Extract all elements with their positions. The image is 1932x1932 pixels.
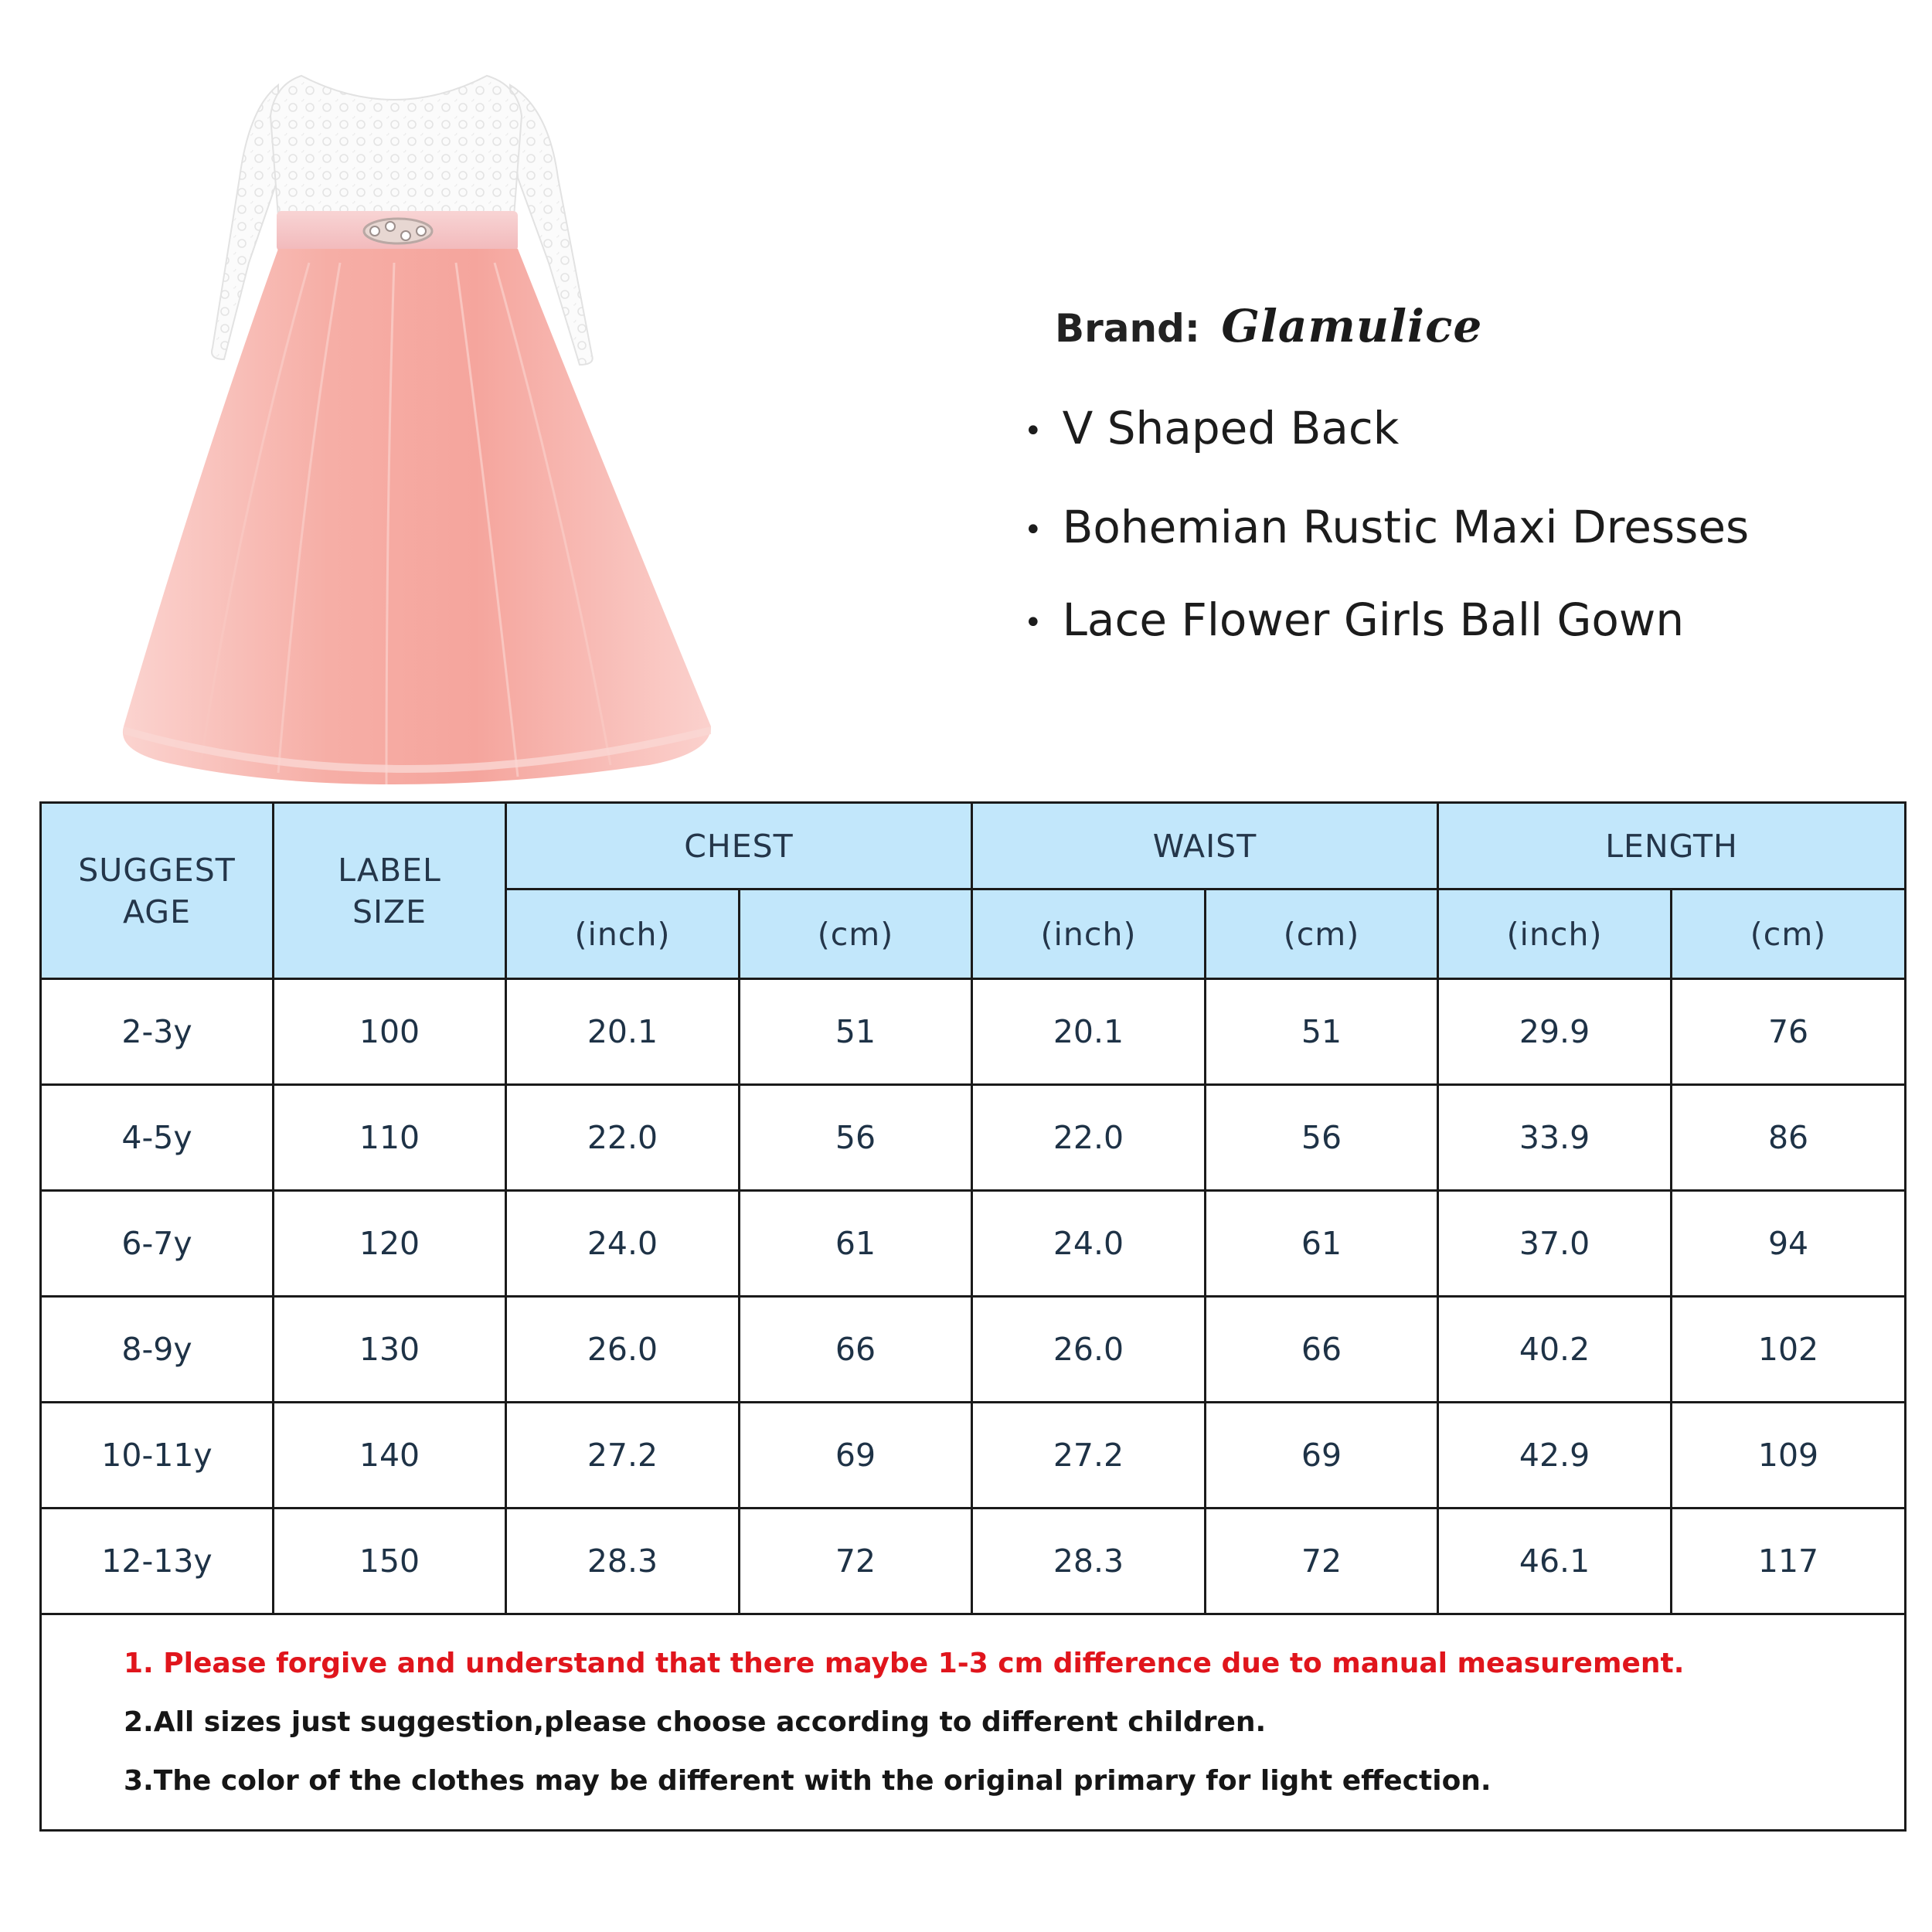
cell-chest-inch: 27.2	[506, 1403, 740, 1509]
cell-chest-cm: 66	[740, 1297, 972, 1403]
cell-waist-inch: 24.0	[972, 1191, 1206, 1297]
feature-item	[1024, 402, 1399, 454]
header-chest: CHEST	[506, 803, 972, 889]
table-row	[41, 1403, 1906, 1509]
cell-chest-cm: 56	[740, 1085, 972, 1191]
cell-length-cm: 76	[1672, 979, 1906, 1085]
header-waist: WAIST	[972, 803, 1438, 889]
feature-text: V Shaped Back	[1062, 402, 1400, 454]
cell-length-inch: 40.2	[1438, 1297, 1672, 1403]
cell-age: 6-7y	[41, 1191, 274, 1297]
table-row	[41, 1297, 1906, 1403]
bullet-icon: •	[1024, 604, 1043, 641]
cell-chest-inch: 24.0	[506, 1191, 740, 1297]
feature-text: Bohemian Rustic Maxi Dresses	[1062, 501, 1750, 553]
cell-size: 140	[274, 1403, 506, 1509]
header-length-inch: (inch)	[1438, 889, 1672, 979]
cell-length-cm: 86	[1672, 1085, 1906, 1191]
feature-item	[1024, 594, 1684, 646]
cell-age: 4-5y	[41, 1085, 274, 1191]
header-length: LENGTH	[1438, 803, 1906, 889]
cell-waist-inch: 28.3	[972, 1509, 1206, 1614]
header-waist-inch: (inch)	[972, 889, 1206, 979]
cell-size: 110	[274, 1085, 506, 1191]
cell-length-inch: 37.0	[1438, 1191, 1672, 1297]
cell-size: 100	[274, 979, 506, 1085]
cell-age: 8-9y	[41, 1297, 274, 1403]
cell-length-inch: 29.9	[1438, 979, 1672, 1085]
brand-line	[1055, 300, 1482, 352]
note-size-suggestion: 2.All sizes just suggestion,please choose according to different children.	[124, 1706, 1267, 1738]
brand-label: Brand:	[1055, 306, 1200, 351]
cell-waist-inch: 22.0	[972, 1085, 1206, 1191]
cell-length-inch: 46.1	[1438, 1509, 1672, 1614]
cell-waist-cm: 66	[1206, 1297, 1438, 1403]
cell-length-cm: 117	[1672, 1509, 1906, 1614]
cell-waist-cm: 61	[1206, 1191, 1438, 1297]
cell-chest-inch: 20.1	[506, 979, 740, 1085]
cell-age: 12-13y	[41, 1509, 274, 1614]
table-row	[41, 979, 1906, 1085]
bullet-icon: •	[1024, 413, 1043, 449]
feature-item	[1024, 501, 1749, 553]
cell-waist-inch: 20.1	[972, 979, 1206, 1085]
note-color-difference: 3.The color of the clothes may be different with the original primary for light effection.	[124, 1764, 1492, 1797]
table-row	[41, 1191, 1906, 1297]
cell-length-cm: 94	[1672, 1191, 1906, 1297]
feature-text: Lace Flower Girls Ball Gown	[1062, 594, 1685, 646]
cell-chest-cm: 61	[740, 1191, 972, 1297]
cell-chest-inch: 26.0	[506, 1297, 740, 1403]
size-chart-table	[39, 801, 1906, 1832]
cell-waist-inch: 27.2	[972, 1403, 1206, 1509]
table-row	[41, 1509, 1906, 1614]
cell-size: 150	[274, 1509, 506, 1614]
cell-waist-cm: 69	[1206, 1403, 1438, 1509]
cell-age: 2-3y	[41, 979, 274, 1085]
cell-age: 10-11y	[41, 1403, 274, 1509]
brand-name: Glamulice	[1221, 300, 1483, 352]
cell-size: 120	[274, 1191, 506, 1297]
cell-waist-cm: 51	[1206, 979, 1438, 1085]
notes-box	[41, 1614, 1906, 1831]
cell-length-inch: 42.9	[1438, 1403, 1672, 1509]
header-waist-cm: (cm)	[1206, 889, 1438, 979]
cell-length-inch: 33.9	[1438, 1085, 1672, 1191]
note-measurement-warning: 1. Please forgive and understand that there maybe 1-3 cm difference due to manual measurement.	[124, 1647, 1685, 1679]
cell-chest-cm: 69	[740, 1403, 972, 1509]
dress-product-image	[46, 31, 773, 804]
cell-waist-cm: 56	[1206, 1085, 1438, 1191]
cell-length-cm: 102	[1672, 1297, 1906, 1403]
header-length-cm: (cm)	[1672, 889, 1906, 979]
cell-chest-inch: 28.3	[506, 1509, 740, 1614]
cell-chest-inch: 22.0	[506, 1085, 740, 1191]
header-chest-inch: (inch)	[506, 889, 740, 979]
cell-chest-cm: 51	[740, 979, 972, 1085]
cell-waist-inch: 26.0	[972, 1297, 1206, 1403]
cell-chest-cm: 72	[740, 1509, 972, 1614]
rhinestone-brooch	[364, 219, 432, 243]
table-row	[41, 1085, 1906, 1191]
lace-bodice	[270, 76, 522, 216]
header-label-size: LABEL SIZE	[274, 803, 506, 979]
cell-waist-cm: 72	[1206, 1509, 1438, 1614]
cell-size: 130	[274, 1297, 506, 1403]
cell-length-cm: 109	[1672, 1403, 1906, 1509]
header-suggest-age: SUGGEST AGE	[41, 803, 274, 979]
bullet-icon: •	[1024, 512, 1043, 548]
header-chest-cm: (cm)	[740, 889, 972, 979]
